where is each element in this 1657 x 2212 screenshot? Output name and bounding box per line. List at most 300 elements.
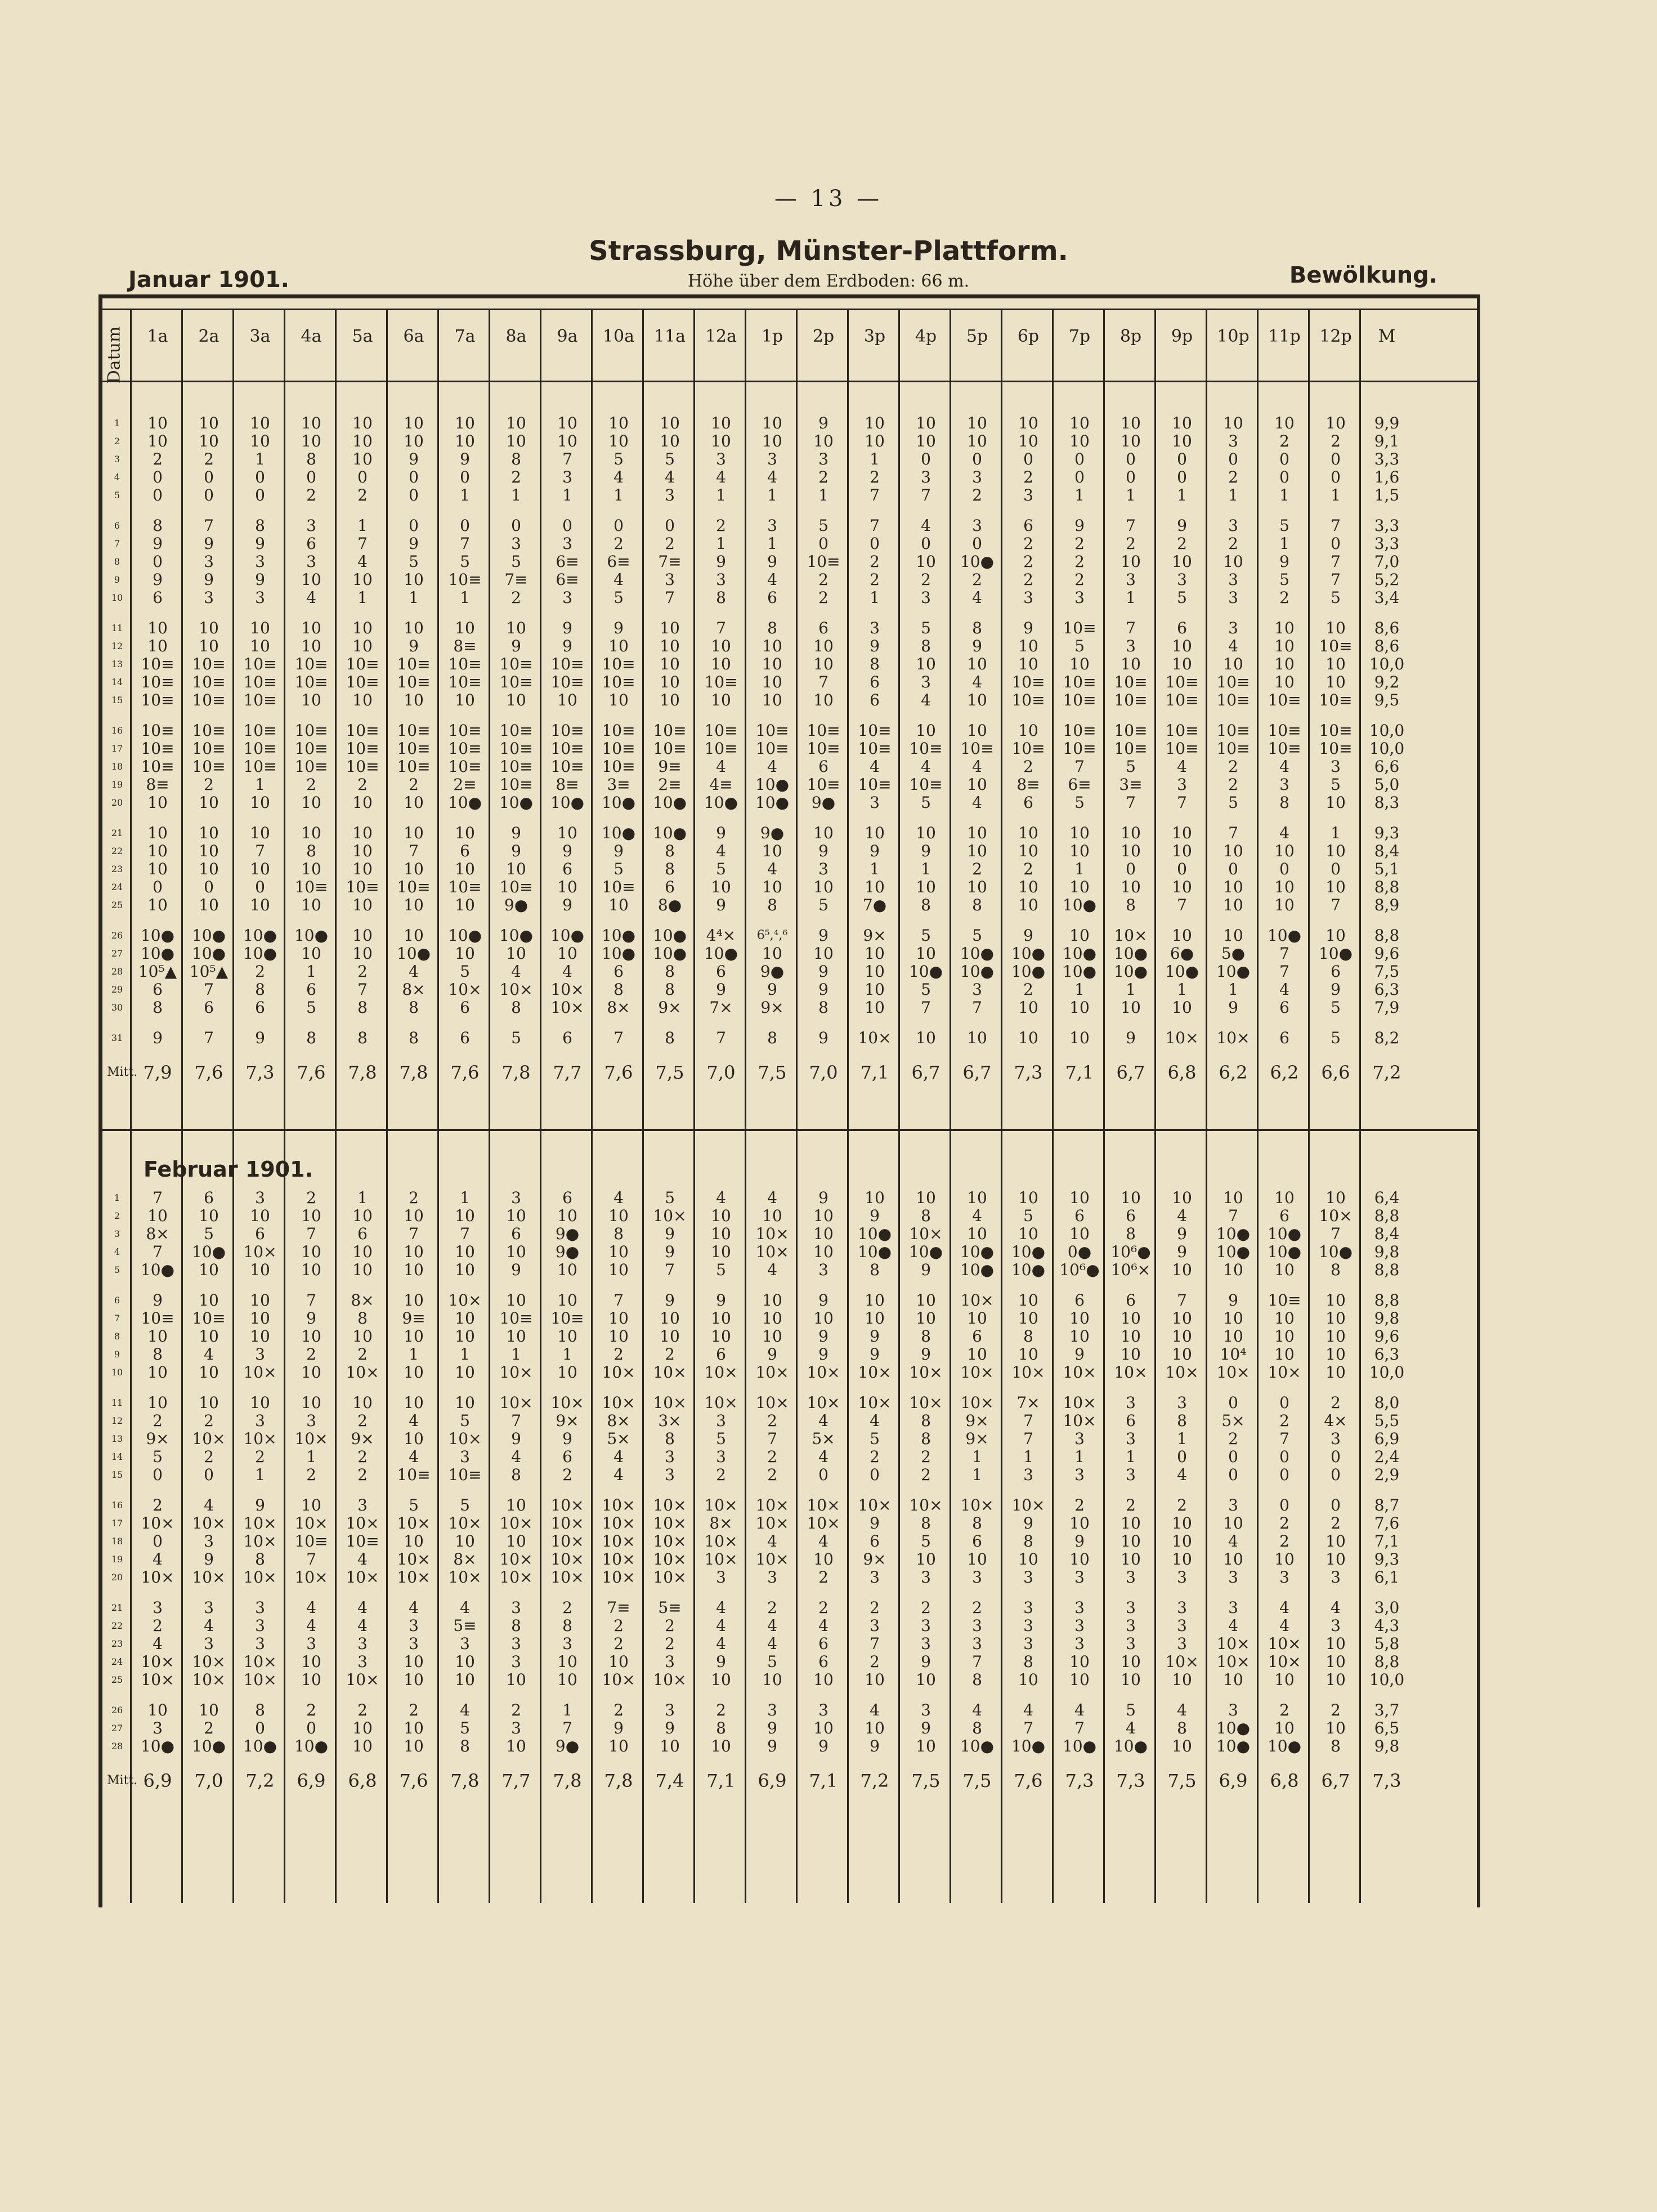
table-cell: 7 (409, 842, 419, 860)
table-cell: 10 (711, 1737, 731, 1755)
table-cell: 2 (1279, 1532, 1289, 1550)
table-cell: 10 (455, 1393, 475, 1412)
table-cell: 10● (601, 944, 636, 963)
table-cell: 10 (608, 1261, 629, 1279)
table-cell: 5≡ (658, 1598, 682, 1617)
table-cell: 0 (153, 1465, 163, 1484)
table-cell: 8 (972, 1719, 982, 1737)
table-cell: 10≡ (550, 757, 584, 776)
table-cell: 10● (550, 793, 585, 812)
table-cell: 10● (1062, 1737, 1097, 1755)
table-cell: 4 (204, 1616, 214, 1635)
day-number: 24 (111, 882, 123, 892)
table-cell: 10 (301, 691, 321, 709)
table-cell: 10 (1018, 1345, 1038, 1364)
day-number: 6 (114, 1295, 120, 1306)
table-cell: 10 (711, 1243, 731, 1261)
table-cell: 8 (921, 896, 931, 914)
table-cell: 6 (357, 1225, 368, 1243)
table-cell: 10 (352, 1737, 373, 1755)
table-cell: 10≡ (243, 739, 277, 758)
table-cell: 2 (870, 570, 880, 589)
table-cell: 10● (1216, 1225, 1251, 1243)
table-cell: 6 (255, 1225, 265, 1243)
table-cell: 10 (608, 691, 629, 709)
table-cell: 10≡ (1165, 721, 1199, 740)
table-cell: 4 (716, 842, 726, 860)
table-cell: 8 (1177, 1719, 1187, 1737)
table-cell: 3≡ (607, 775, 630, 794)
table-cell: 4 (153, 1550, 163, 1568)
month-heading-january: Januar 1901. (128, 267, 289, 293)
table-cell: 9× (965, 1411, 989, 1430)
table-cell: 7 (562, 1719, 572, 1737)
table-cell: 10 (455, 1206, 475, 1225)
table-cell: 10≡ (1063, 739, 1096, 758)
table-cell: 10 (404, 1737, 424, 1755)
table-cell: 10 (147, 637, 168, 655)
table-cell: 3 (1228, 588, 1238, 607)
day-number: 10 (111, 592, 123, 603)
table-cell: 9 (818, 926, 828, 945)
table-cell: 10 (506, 414, 526, 432)
table-cell: 6≡ (556, 570, 579, 589)
table-cell: 10≡ (294, 757, 328, 776)
table-cell: 10 (301, 896, 321, 914)
table-cell: 5 (409, 552, 419, 571)
table-cell: 4 (716, 1616, 726, 1635)
table-cell: 9 (818, 414, 828, 432)
table-cell: 8 (511, 998, 521, 1017)
table-cell: 3 (870, 793, 880, 812)
table-cell: 0 (409, 468, 419, 486)
mean-value: 7,0 (194, 1770, 223, 1791)
table-cell: 4 (1228, 1532, 1238, 1550)
table-cell: 10 (1172, 1670, 1192, 1689)
mean-value: 7,1 (1065, 1062, 1094, 1083)
table-cell: 10 (250, 793, 270, 812)
table-cell: 10 (916, 1737, 936, 1755)
table-cell: 6,3 (1374, 1345, 1400, 1364)
table-cell: 10● (1011, 1261, 1046, 1279)
table-cell: 4 (716, 1634, 726, 1653)
table-cell: 10 (557, 944, 577, 963)
table-cell: 3 (1228, 619, 1238, 637)
day-number: 22 (111, 1620, 123, 1631)
table-cell: 9 (818, 842, 828, 860)
day-number: 4 (114, 472, 120, 482)
table-cell: 10 (1069, 926, 1090, 945)
table-cell: 5 (460, 1411, 470, 1430)
table-cell: 1 (972, 1465, 982, 1484)
table-cell: 10● (1011, 1243, 1046, 1261)
mean-value: 7,1 (706, 1770, 736, 1791)
table-cell: 3 (716, 1447, 726, 1466)
table-cell: 2 (613, 1634, 624, 1653)
table-cell: 10 (711, 1670, 731, 1689)
table-cell: 10● (294, 1737, 329, 1755)
table-cell: 10≡ (243, 691, 277, 709)
table-cell: 10 (916, 655, 936, 673)
table-cell: 10 (813, 878, 834, 896)
table-cell: 2 (255, 962, 265, 981)
table-cell: 9 (613, 619, 624, 637)
table-cell: 3 (921, 1616, 931, 1635)
table-cell: 4 (1279, 1616, 1289, 1635)
table-cell: 10 (1018, 1309, 1038, 1328)
table-cell: 8 (870, 655, 880, 673)
table-cell: 10● (960, 1737, 995, 1755)
table-cell: 7 (204, 1029, 214, 1047)
table-cell: 10≡ (1319, 721, 1353, 740)
table-cell: 0 (562, 516, 572, 535)
table-cell: 4 (972, 1701, 982, 1719)
table-cell: 3 (665, 1701, 675, 1719)
table-cell: 9× (863, 926, 886, 945)
table-cell: 3 (255, 1411, 265, 1430)
table-cell: 6 (460, 998, 470, 1017)
table-cell: 6≡ (607, 552, 630, 571)
table-cell: 10≡ (807, 739, 840, 758)
table-cell: 4 (870, 1411, 880, 1430)
table-cell: 10● (140, 944, 175, 963)
table-cell: 6 (767, 588, 777, 607)
table-cell: 10● (1267, 1737, 1302, 1755)
table-cell: 10 (455, 1363, 475, 1382)
table-cell: 3 (511, 1652, 521, 1671)
mean-value: 7,0 (706, 1062, 736, 1083)
table-cell: 10≡ (1216, 721, 1250, 740)
table-cell: 10× (858, 1363, 892, 1382)
table-cell: 10● (550, 926, 585, 945)
table-cell: 10 (608, 414, 629, 432)
table-cell: 10 (608, 1243, 629, 1261)
table-cell: 1 (511, 486, 521, 504)
table-cell: 10 (916, 1670, 936, 1689)
table-cell: 10● (243, 1737, 277, 1755)
table-cell: 10× (755, 1225, 789, 1243)
table-cell: 10● (1267, 1243, 1302, 1261)
table-cell: 2 (204, 1719, 214, 1737)
table-cell: 7 (204, 516, 214, 535)
table-cell: 8● (657, 896, 682, 914)
table-cell: 10 (352, 1327, 373, 1346)
table-cell: 2 (613, 1345, 624, 1364)
table-cell: 10 (1223, 896, 1243, 914)
table-cell: 6 (306, 534, 316, 553)
table-cell: 10 (404, 619, 424, 637)
table-cell: 0 (204, 1465, 214, 1484)
day-number: 28 (111, 966, 123, 977)
table-cell: 10× (346, 1568, 379, 1587)
table-cell: 10 (1018, 998, 1038, 1017)
table-cell: 9● (760, 824, 785, 842)
table-cell: 3 (153, 1719, 163, 1737)
table-cell: 10,0 (1369, 739, 1405, 758)
table-cell: 10 (1325, 926, 1346, 945)
table-cell: 3 (1023, 1634, 1033, 1653)
table-cell: 2 (306, 486, 316, 504)
table-cell: 10 (250, 860, 270, 878)
table-cell: 8 (972, 619, 982, 637)
table-cell: 10 (1274, 414, 1295, 432)
table-cell: 1 (1126, 1447, 1136, 1466)
table-cell: 10× (960, 1496, 994, 1514)
table-cell: 10× (909, 1496, 943, 1514)
table-cell: 10 (1325, 842, 1346, 860)
table-cell: 10≡ (499, 1309, 533, 1328)
table-cell: 10 (301, 860, 321, 878)
table-cell: 10● (1318, 1243, 1353, 1261)
table-cell: 0 (870, 534, 880, 553)
table-cell: 2 (306, 1345, 316, 1364)
table-cell: 10× (602, 1670, 635, 1689)
table-cell: 9 (511, 637, 521, 655)
table-cell: 4 (204, 1496, 214, 1514)
table-cell: 0 (1279, 1465, 1289, 1484)
mean-value: 7,5 (758, 1062, 787, 1083)
table-cell: 10 (404, 1363, 424, 1382)
table-cell: 10× (755, 1514, 789, 1532)
table-cell: 10 (1325, 1363, 1346, 1382)
table-cell: 8≡ (146, 775, 169, 794)
table-cell: 10● (652, 824, 687, 842)
table-cell: 10 (916, 824, 936, 842)
table-cell: 10● (960, 962, 995, 981)
table-cell: 10≡ (346, 655, 379, 673)
table-cell: 10 (1018, 842, 1038, 860)
table-cell: 10× (704, 1496, 738, 1514)
table-cell: 4 (767, 468, 777, 486)
table-cell: 10≡ (1216, 739, 1250, 758)
table-cell: 10 (1069, 655, 1090, 673)
table-cell: 2 (716, 1701, 726, 1719)
table-cell: 2 (562, 1465, 572, 1484)
table-cell: 10 (147, 896, 168, 914)
table-cell: 3 (1331, 1429, 1341, 1448)
table-cell: 1 (1177, 980, 1187, 999)
table-cell: 10 (813, 1225, 834, 1243)
table-cell: 5 (204, 1225, 214, 1243)
mean-value: 7,9 (143, 1062, 172, 1083)
mean-value: 7,0 (809, 1062, 838, 1083)
day-number: 17 (111, 1518, 123, 1529)
table-cell: 2 (716, 516, 726, 535)
table-cell: 9 (204, 1550, 214, 1568)
table-cell: 8 (460, 1737, 470, 1755)
table-cell: 9× (760, 998, 784, 1017)
table-cell: 10 (404, 1243, 424, 1261)
table-cell: 10× (1114, 926, 1148, 945)
table-cell: 10 (1069, 998, 1090, 1017)
table-cell: 0 (460, 516, 470, 535)
table-cell: 10 (506, 1670, 526, 1689)
table-cell: 10 (301, 1206, 321, 1225)
table-cell: 2 (204, 1411, 214, 1430)
table-cell: 10 (1223, 552, 1243, 571)
table-cell: 10● (755, 775, 790, 794)
table-cell: 10× (653, 1514, 687, 1532)
table-cell: 6● (1170, 944, 1194, 963)
table-cell: 4,3 (1374, 1616, 1400, 1635)
table-cell: 9 (767, 1345, 777, 1364)
table-cell: 10● (857, 1225, 892, 1243)
table-cell: 10● (447, 926, 482, 945)
table-cell: 2 (921, 1447, 931, 1466)
table-cell: 0 (1228, 860, 1238, 878)
table-cell: 10 (352, 414, 373, 432)
table-cell: 9 (562, 637, 572, 655)
table-cell: 2 (972, 570, 982, 589)
table-cell: 10≡ (1268, 721, 1301, 740)
table-cell: 10≡ (1063, 691, 1096, 709)
table-cell: 10≡ (550, 673, 584, 691)
table-cell: 8,0 (1374, 1393, 1400, 1412)
table-cell: 10 (1325, 673, 1346, 691)
table-cell: 5 (716, 1261, 726, 1279)
table-cell: 3 (767, 516, 777, 535)
day-number: 20 (111, 1572, 123, 1583)
table-cell: 3 (1126, 1429, 1136, 1448)
table-cell: 10× (397, 1550, 431, 1568)
table-cell: 0 (1331, 450, 1341, 468)
table-cell: 1 (255, 1465, 265, 1484)
table-cell: 10 (557, 1670, 577, 1689)
table-cell: 10≡ (346, 757, 379, 776)
mean-value: 6,7 (1321, 1770, 1350, 1791)
table-cell: 10× (294, 1568, 328, 1587)
table-cell: 10 (352, 926, 373, 945)
table-cell: 10 (1172, 926, 1192, 945)
table-cell: 10 (967, 1550, 987, 1568)
table-cell: 10 (865, 878, 885, 896)
table-cell: 10≡ (346, 721, 379, 740)
table-cell: 10 (199, 414, 219, 432)
table-cell: 10≡ (499, 739, 533, 758)
table-cell: 4 (716, 1188, 726, 1207)
table-cell: 4 (870, 757, 880, 776)
table-cell: 6 (1279, 998, 1289, 1017)
table-cell: 5 (1279, 516, 1289, 535)
table-cell: 8 (972, 1514, 982, 1532)
table-cell: 10≡ (602, 655, 635, 673)
column-header: 1p (761, 327, 783, 346)
table-cell: 3 (511, 1188, 521, 1207)
page-title: Strassburg, Münster-Plattform. (589, 235, 1068, 267)
table-cell: 10 (352, 1243, 373, 1261)
table-cell: 0 (1177, 1447, 1187, 1466)
table-cell: 10 (1069, 1225, 1090, 1243)
table-cell: 3 (1228, 1568, 1238, 1587)
table-cell: 10 (557, 432, 577, 450)
table-cell: 10× (550, 1496, 584, 1514)
table-cell: 3 (767, 1568, 777, 1587)
table-cell: 10 (916, 1291, 936, 1310)
table-cell: 9 (153, 570, 163, 589)
table-cell: 9 (818, 962, 828, 981)
table-cell: 10 (1121, 1327, 1141, 1346)
table-cell: 8 (1126, 1225, 1136, 1243)
table-cell: 1 (409, 1345, 419, 1364)
table-cell: 3 (511, 1598, 521, 1617)
table-cell: 0 (1331, 1447, 1341, 1466)
table-cell: 2 (818, 1568, 828, 1587)
table-cell: 3 (1177, 1634, 1187, 1653)
table-cell: 10 (301, 619, 321, 637)
table-cell: 8 (767, 619, 777, 637)
table-cell: 0 (921, 450, 931, 468)
table-cell: 10≡ (141, 721, 174, 740)
table-cell: 9 (716, 1291, 726, 1310)
table-cell: 10 (1121, 878, 1141, 896)
table-cell: 10● (960, 552, 995, 571)
table-cell: 10≡ (1319, 739, 1353, 758)
table-cell: 9 (306, 1309, 316, 1328)
table-cell: 10 (455, 414, 475, 432)
table-cell: 10 (1172, 637, 1192, 655)
table-cell: 1 (255, 450, 265, 468)
table-cell: 3 (511, 1634, 521, 1653)
table-cell: 4 (511, 1447, 521, 1466)
table-cell: 0 (306, 1719, 316, 1737)
table-cell: 8 (665, 962, 675, 981)
table-cell: 2 (153, 1616, 163, 1635)
table-cell: 10 (147, 414, 168, 432)
table-cell: 4 (357, 1598, 368, 1617)
table-cell: 10 (506, 1243, 526, 1261)
datum-header: Datum (104, 326, 124, 383)
table-cell: 2 (255, 1447, 265, 1466)
table-cell: 6⁵,⁴,⁶ (756, 928, 788, 942)
day-number: 9 (114, 574, 120, 585)
table-cell: 8,7 (1374, 1496, 1400, 1514)
table-cell: 10 (250, 1327, 270, 1346)
table-cell: 10× (807, 1393, 840, 1412)
table-cell: 4× (1324, 1411, 1347, 1430)
table-cell: 7 (1279, 962, 1289, 981)
table-cell: 6 (1023, 516, 1033, 535)
mean-value: 7,2 (245, 1770, 275, 1791)
table-cell: 2 (357, 962, 368, 981)
section-rule (102, 1129, 1477, 1131)
table-cell: 3 (204, 552, 214, 571)
table-cell: 8× (402, 980, 426, 999)
mean-value: 6,8 (1270, 1770, 1299, 1791)
table-cell: 10 (199, 1261, 219, 1279)
table-cell: 10● (1011, 1737, 1046, 1755)
table-cell: 10× (294, 1429, 328, 1448)
table-cell: 5 (613, 450, 624, 468)
table-cell: 10● (1062, 944, 1097, 963)
table-cell: 1 (460, 486, 470, 504)
table-cell: 10≡ (704, 673, 738, 691)
table-cell: 10 (455, 1261, 475, 1279)
table-cell: 10 (199, 1327, 219, 1346)
table-cell: 3 (1074, 1429, 1085, 1448)
table-cell: 10● (140, 1737, 175, 1755)
mean-value: 6,9 (143, 1770, 172, 1791)
table-cell: 9 (1126, 1029, 1136, 1047)
table-cell: 3,7 (1374, 1701, 1400, 1719)
table-cell: 4 (818, 1411, 828, 1430)
table-cell: 0 (511, 516, 521, 535)
table-cell: 8 (1023, 1532, 1033, 1550)
table-cell: 0 (1279, 1496, 1289, 1514)
column-header: 12p (1319, 327, 1352, 346)
day-number: 13 (111, 1433, 123, 1444)
table-cell: 6 (1074, 1291, 1085, 1310)
table-cell: 8,8 (1374, 926, 1400, 945)
